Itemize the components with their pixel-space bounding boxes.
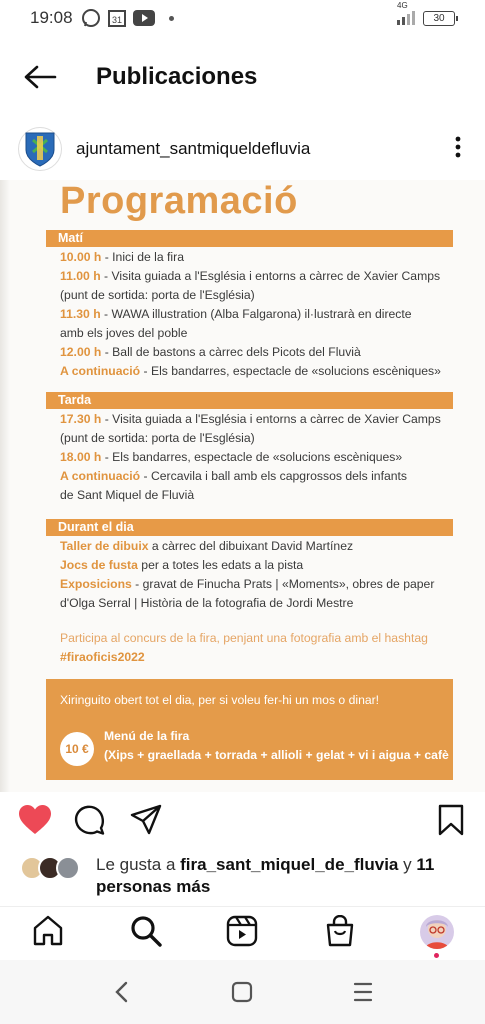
hashtag: #firaoficis2022	[60, 650, 145, 664]
svg-text:31: 31	[111, 15, 122, 25]
xiringuito-text: Xiringuito obert tot el dia, per si voleu fer-hi un mos o dinar!	[60, 693, 380, 707]
profile-avatar	[420, 915, 454, 949]
schedule-line: de Sant Miquel de Fluvià	[60, 488, 195, 502]
chevron-left-icon	[112, 980, 132, 1004]
system-home-button[interactable]	[230, 980, 254, 1009]
comment-button[interactable]	[74, 804, 106, 841]
schedule-line: A continuació - Els bandarres, espectacle de «solucions escèniques»	[60, 364, 441, 378]
schedule-line: Exposicions - gravat de Finucha Prats | «Moments», obres de paper	[60, 577, 435, 591]
status-bar	[0, 0, 485, 36]
page-title: Publicaciones	[96, 63, 258, 90]
schedule-line: Taller de dibuix a càrrec del dibuixant David Martínez	[60, 539, 354, 553]
liker-avatars	[20, 854, 90, 880]
like-button[interactable]	[18, 804, 52, 841]
schedule-line: (punt de sortida: porta de l'Església)	[60, 288, 255, 302]
send-icon	[130, 804, 162, 836]
shopping-bag-icon	[324, 915, 356, 947]
reels-icon	[226, 915, 258, 947]
schedule-line: d'Olga Serral | Història de la fotografia de Jordi Mestre	[60, 596, 354, 610]
more-options-button[interactable]	[455, 136, 461, 163]
signal-icon	[397, 1, 415, 25]
search-icon	[130, 915, 162, 947]
nav-home[interactable]	[32, 915, 64, 952]
back-button[interactable]	[0, 65, 80, 89]
save-button[interactable]	[438, 804, 464, 841]
schedule-line: (punt de sortida: porta de l'Església)	[60, 431, 255, 445]
schedule-line: 11.00 h - Visita guiada a l'Església i entorns a càrrec de Xavier Camps	[60, 269, 441, 283]
schedule-line: 17.30 h - Visita guiada a l'Església i entorns a càrrec de Xavier Camps	[60, 412, 441, 426]
menu-items: (Xips + graellada + torrada + allioli + gelat + vi i aigua + cafè	[104, 748, 449, 762]
battery-icon	[423, 11, 455, 26]
system-nav-bar	[0, 960, 485, 1024]
system-recents-button[interactable]	[352, 980, 374, 1009]
section-header-mati: Matí	[46, 230, 453, 247]
post-image[interactable]	[0, 180, 485, 792]
battery-level: 30	[433, 12, 445, 24]
bookmark-icon	[438, 804, 464, 836]
heart-icon	[18, 804, 52, 836]
network-type: 4G	[397, 1, 408, 10]
coat-of-arms-icon	[23, 130, 57, 168]
comment-icon	[74, 804, 106, 836]
page-header	[0, 52, 485, 102]
schedule-line: A continuació - Cercavila i ball amb els capgrossos dels infants	[60, 469, 408, 483]
food-box	[46, 679, 453, 780]
bottom-nav	[0, 906, 485, 958]
nav-shop[interactable]	[324, 915, 356, 952]
account-avatar[interactable]	[18, 127, 62, 171]
likes-summary[interactable]	[20, 854, 470, 898]
calendar-icon	[107, 8, 127, 28]
contest-text: Participa al concurs de la fira, penjant una fotografia amb el hashtag #firaoficis2022	[60, 631, 428, 664]
square-icon	[230, 980, 254, 1004]
schedule-line: amb els joves del poble	[60, 326, 188, 340]
section-header-tarda: Tarda	[46, 392, 453, 409]
post-header	[0, 124, 485, 174]
nav-search[interactable]	[130, 915, 162, 952]
section-lines-mati	[60, 248, 455, 381]
menu-lines-icon	[352, 980, 374, 1004]
price-badge: 10 €	[60, 732, 94, 766]
youtube-icon	[133, 10, 155, 26]
schedule-line: 10.00 h - Inici de la fira	[60, 250, 184, 264]
section-header-durant: Durant el dia	[46, 519, 453, 536]
liker-account[interactable]: fira_sant_miquel_de_fluvia	[180, 855, 399, 874]
schedule-line: 18.00 h - Els bandarres, espectacle de «solucions escèniques»	[60, 450, 403, 464]
nav-profile[interactable]	[420, 915, 454, 949]
profile-notification-dot	[434, 953, 439, 958]
more-vertical-icon	[455, 136, 461, 158]
schedule-line: 12.00 h - Ball de bastons a càrrec dels Picots del Fluvià	[60, 345, 361, 359]
nav-reels[interactable]	[226, 915, 258, 952]
schedule-line: 11.30 h - WAWA illustration (Alba Falgarona) il·lustrarà en directe	[60, 307, 412, 321]
notification-dot	[169, 16, 174, 21]
share-button[interactable]	[130, 804, 162, 841]
section-lines-tarda	[60, 410, 455, 505]
arrow-left-icon	[23, 65, 57, 89]
schedule-line: Jocs de fusta per a totes les edats a la pista	[60, 558, 304, 572]
liker-avatar	[56, 856, 80, 880]
menu-title: Menú de la fira	[104, 729, 190, 743]
home-icon	[32, 915, 64, 947]
likes-text: Le gusta a fira_sant_miquel_de_fluvia y 11 personas más	[96, 855, 435, 896]
status-time: 19:08	[30, 8, 73, 27]
system-back-button[interactable]	[112, 980, 132, 1009]
post-actions	[0, 800, 485, 842]
section-lines-durant	[60, 537, 455, 613]
poster-title: Programació	[60, 180, 298, 222]
account-username[interactable]: ajuntament_santmiqueldefluvia	[76, 139, 311, 158]
whatsapp-icon	[81, 8, 101, 28]
